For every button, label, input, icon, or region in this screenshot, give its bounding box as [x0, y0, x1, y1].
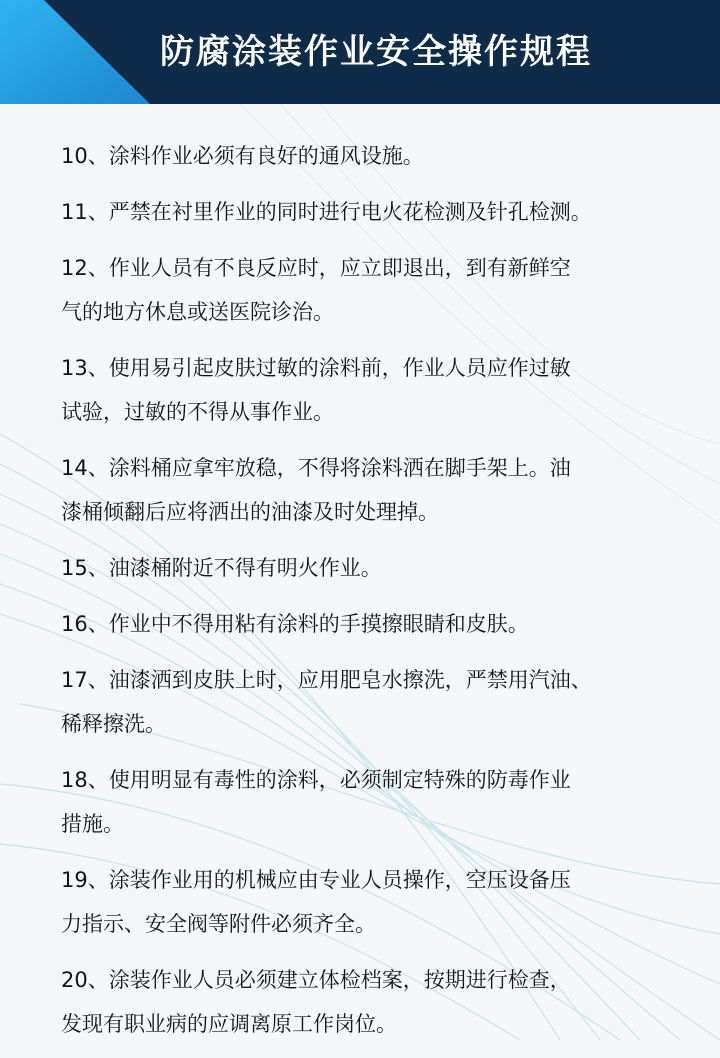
rule-item: 15、油漆桶附近不得有明火作业。	[61, 556, 382, 580]
rule-item: 10、涂料作业必须有良好的通风设施。	[61, 144, 424, 168]
rule-item: 18、使用明显有毒性的涂料，必须制定特殊的防毒作业 措施。	[61, 768, 571, 836]
rule-item: 11、严禁在衬里作业的同时进行电火花检测及针孔检测。	[61, 200, 592, 224]
rule-item: 20、涂装作业人员必须建立体检档案，按期进行检查， 发现有职业病的应调离原工作岗位。	[61, 968, 571, 1036]
rule-item: 14、涂料桶应拿牢放稳，不得将涂料洒在脚手架上。油 漆桶倾翻后应将洒出的油漆及时处理掉。	[61, 456, 571, 524]
page-title: 防腐涂装作业安全操作规程	[160, 32, 592, 72]
rule-item: 12、作业人员有不良反应时，应立即退出，到有新鲜空 气的地方休息或送医院诊治。	[61, 256, 571, 324]
rule-item: 19、涂装作业用的机械应由专业人员操作，空压设备压 力指示、安全阀等附件必须齐全。	[61, 868, 571, 936]
header-banner	[0, 0, 720, 104]
safety-rules-list	[61, 134, 686, 1058]
rule-item: 16、作业中不得用粘有涂料的手摸擦眼睛和皮肤。	[61, 612, 529, 636]
rule-item: 17、油漆洒到皮肤上时，应用肥皂水擦洗，严禁用汽油、 稀释擦洗。	[61, 668, 592, 736]
rule-item: 13、使用易引起皮肤过敏的涂料前，作业人员应作过敏 试验，过敏的不得从事作业。	[61, 356, 571, 424]
